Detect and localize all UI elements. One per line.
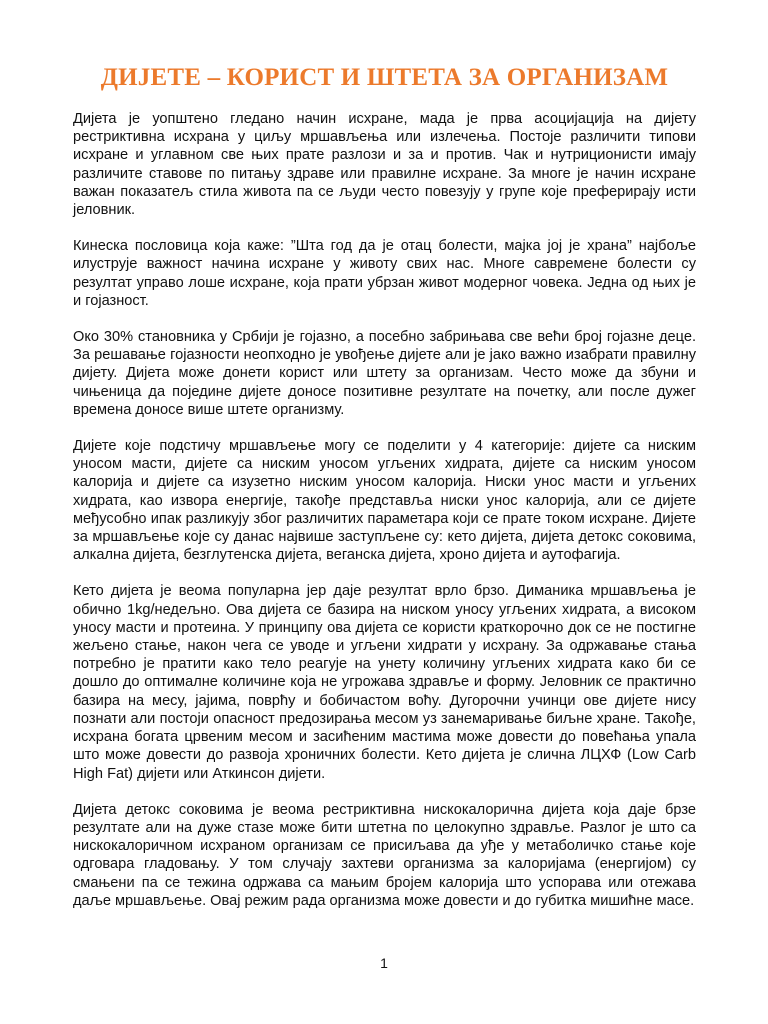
paragraph-detox-diet: Дијета детокс соковима је веома рестриктивна нискокалорична дијета која даје брзе резултате али на дуже стазе може бити штетна по целокупно здравље. Разлог је што са нискокалоричном исхраном организам се присиљава да уђе у метаболичко стање које одговара гладовању. У том случају захтеви организма за калоријама (енергијом) су смањени па се тежина одржава са мањим бројем калорија што успорава или отежава даље мршављење. Овај режим рада организма може довести и до губитка мишићне масе.	[73, 801, 696, 909]
document-title: ДИЈЕТЕ – КОРИСТ И ШТЕТА ЗА ОРГАНИЗАМ	[100, 64, 669, 91]
paragraph-intro: Дијета је уопштено гледано начин исхране, мада је прва асоцијација на дијету рестриктивна исхрана у циљу мршављења или излечења. Постоје различити типови исхране и углавном све њих прате разлози и за и против. Чак и нутриционисти имају различите ставове по питању здраве или правилне исхране. За многе је начин исхране важан показатељ стила живота па се људи често повезују у групе које преферирају исти јеловник.	[73, 111, 696, 219]
paragraph-diet-categories: Дијете које подстичу мршављење могу се поделити у 4 категорије: дијете са ниским уносом масти, дијете са ниским уносом угљених хидрата, дијете са ниским уносом калорија и дијете са изузетно ниским уносом калорија. Ниски унос масти и угљених хидрата, као извора енергије, такође представља ниски унос калорија, али се дијете међусобно ипак разликују због различитих параметара који се прате током исхране. Дијете за мршављење које су данас највише заступљене су: кето дијета, дијета детокс соковима, алкална дијета, безглутенска дијета, веганска дијета, хроно дијета и аутофагија.	[73, 438, 696, 564]
paragraph-proverb: Кинеска пословица која каже: ”Шта год да је отац болести, мајка јој је храна” најбоље илуструје важност начина исхране у животу свих нас. Многе савремене болести су резултат управо лоше исхране, која прати убрзан живот модерног човека. Једна од њих је и гојазност.	[73, 238, 696, 309]
page-number: 1	[380, 955, 388, 971]
paragraph-obesity: Око 30% становника у Србији је гојазно, а посебно забрињава све већи број гојазне деце. За решавање гојазности неопходно је увођење дијете али је јако важно изабрати правилну дијету. Дијета може донети корист или штету за организам. Често може да збуни и чињеница да поједине дијете доносе позитивне резултате на почетку, али после дужег времена доносе више штете организму.	[73, 329, 696, 418]
paragraph-keto-diet: Кето дијета је веома популарна јер даје резултат врло брзо. Диманика мршављења је обично 1kg/недељно. Ова дијета се базира на ниском уносу угљених хидрата, а високом уносу масти и протеина. У принципу ова дијета се користи краткорочно док се не постигне жељено стање, након чега се уводе и угљени хидрати у исхрану. За одржавање стања потребно је пратити како тело реагује на унету количину угљених хидрата како би се дошло до оптималне количине која не угрожава здравље и форму. Јеловник се практично базира на месу, јајима, поврћу и бобичастом воћу. Дугорочни учинци ове дијете нису познати али постоји опасност предозирања месом уз занемаривање биљне хране. Такође, исхрана богата црвеним месом и засићеним мастима може довести до повећања упала што може довести до развоја хроничних болести. Кето дијета је слична ЛЦХФ (Low Carb High Fat) дијети или Аткинсон дијети.	[73, 583, 696, 782]
